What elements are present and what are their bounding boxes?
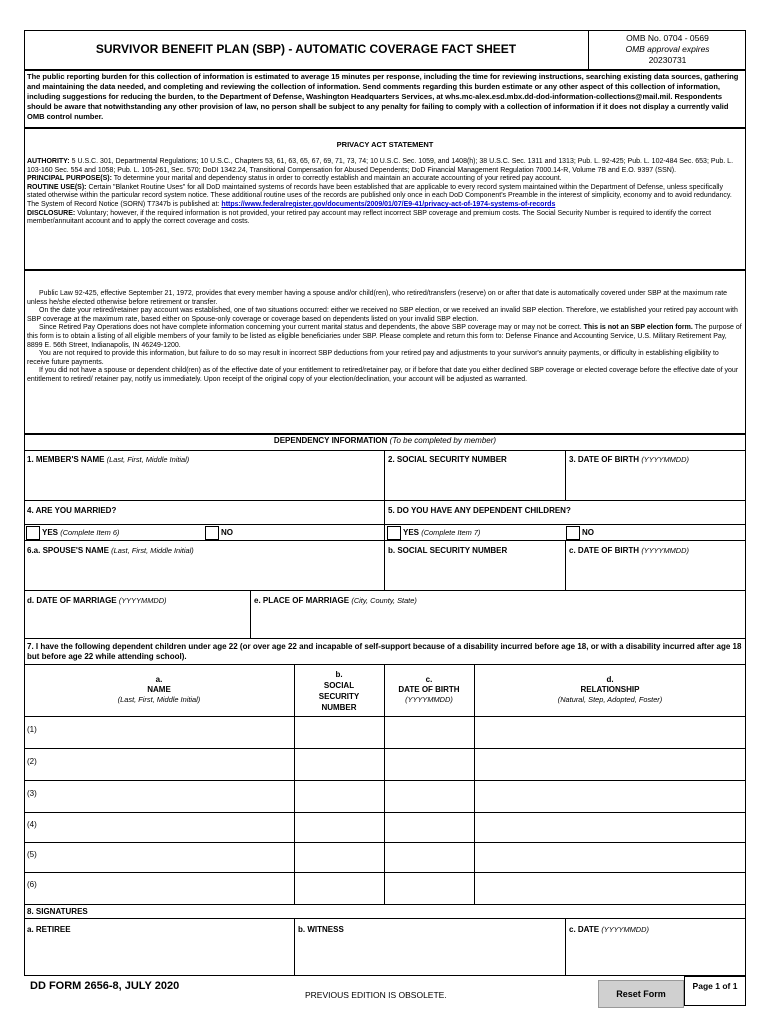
- spouse-name-input[interactable]: [26, 558, 382, 588]
- signatures-heading: 8. SIGNATURES: [27, 907, 88, 916]
- child-row-4[interactable]: [40, 814, 744, 841]
- omb-date: 20230731: [648, 55, 687, 65]
- children-yes-checkbox[interactable]: [387, 526, 401, 540]
- child-row-5[interactable]: [40, 844, 744, 871]
- children-statement: 7. I have the following dependent children under age 22 (or over age 22 and incapable of self-support because of a disability incurred before age 18, or with a disability incurred after age 18 but before age 22 while attending school).: [27, 642, 742, 661]
- form-title: SURVIVOR BENEFIT PLAN (SBP) - AUTOMATIC COVERAGE FACT SHEET: [95, 42, 517, 56]
- children-yes: YES (Complete Item 7): [387, 526, 480, 540]
- children-no-checkbox[interactable]: [566, 526, 580, 540]
- omb-expires: OMB approval expires: [625, 44, 710, 54]
- child-row-4-label: (4): [27, 820, 37, 829]
- spouse-ssn-input[interactable]: [386, 558, 563, 588]
- child-row-6[interactable]: [40, 874, 744, 902]
- child-row-1-label: (1): [27, 725, 37, 734]
- obsolete-notice: PREVIOUS EDITION IS OBSOLETE.: [305, 990, 447, 1000]
- witness-signature-field[interactable]: [296, 938, 563, 974]
- intro-text: Public Law 92-425, effective September 21, 1972, provides that every member having a spouse and/or child(ren), who retired/transfers (reserve) on or after that date is automatically covered under SBP at the maximum rate unless he/she elected otherwise before retirement or transfer. On the date your retired/retainer pay account was established, one of two situations occurred: either we received no SBP election, or we received an invalid SBP election. Therefore, we established your retired pay account with SBP coverage at the maximum rate, based either on Spouse-only coverage or coverage based on dependents listed on your invalid SBP election. Since Retired Pay Operations does not have complete information concerning your current marital status and dependents, the above SBP coverage may or may not be correct. This is not an SBP election form. The purpose of this form is to obtain a listing of all eligible members of your family to be listed as eligible beneficiaries under SBP. Please complete and return this form to: Defense Finance and Accounting Service, U.S. Military Retirement Pay, 8899 E. 56th Street, Indianapolis, IN 46249-1200. You are not required to provide this information, but failure to do so may result in incorrect SBP deductions from your retired pay and adjustments to your survivor's annuity payments, or difficulty in establishing eligibility to receive future payments. If you did not have a spouse or dependent child(ren) as of the effective date of your entitlement to retired/retainer pay, or if before that date you either declined SBP coverage or elected coverage before the effective date of your entitlement to retired/ retainer pay, notify us immediately. Upon receipt of the original copy of your election/declination, your account will be adjusted as warranted.: [27, 290, 742, 383]
- reset-form-button[interactable]: Reset Form: [598, 980, 684, 1008]
- member-dob-input[interactable]: [567, 466, 744, 498]
- signature-date-label: c. DATE (YYYYMMDD): [569, 925, 649, 934]
- member-ssn-input[interactable]: [386, 466, 563, 498]
- sorn-link[interactable]: https://www.federalregister.gov/documents/2009/01/07/E9-41/privacy-act-of-1974-systems-of-records: [221, 200, 556, 208]
- spouse-dob-label: c. DATE OF BIRTH (YYYYMMDD): [569, 546, 689, 555]
- privacy-heading: PRIVACY ACT STATEMENT: [336, 140, 434, 149]
- col-name-header: a. NAME (Last, First, Middle Initial): [117, 675, 201, 704]
- privacy-text: AUTHORITY: 5 U.S.C. 301, Departmental Regulations; 10 U.S.C., Chapters 53, 61, 63, 65, 67, 69, 71, 73, 74; 10 U.S.C. Sec. 1059, and 1408(h); 38 U.S.C. Sec. 1311 and 1313; Pub. L. 92-425; Pub. L. 102-484 Sec. 653; Pub. L. 103-160 Sec. 554 and 1058; Pub. L. 105-261, Sec. 570; DoDI 1342.24, Transitional Compensation for Abused Dependents; DoD Financial Management Regulation 7000.14-R, Volume 7B and E.O. 9397 (SSN). PRINCIPAL PURPOSE(S): To determine your marital and dependency status in order to correctly establish and maintain an accurate accounting of your retired pay account. ROUTINE USE(S): Certain "Blanket Routine Uses" for all DoD maintained systems of records have been established that are applicable to every record system maintained within the Department of Defense, unless specifically stated otherwise within the particular record system notice. These additional routine uses of the records are published only once in each DoD Component's Preamble in the interest of simplicity, economy and to avoid redundancy. The System of Record Notice (SORN) T7347b is published at: https://www.federalregister.gov/documents/2009/01/07/E9-41/privacy-act-of-1974-systems-of-records DISCLOSURE: Voluntary; however, if the required information is not provided, your retired pay account may reflect incorrect SBP coverage and premium costs. The Social Security Number is required to identify the correct member/annuitant account and to apply the correct coverage and costs.: [27, 158, 734, 226]
- marriage-date-label: d. DATE OF MARRIAGE (YYYYMMDD): [27, 596, 167, 605]
- col-dob-header: c. DATE OF BIRTH (YYYYMMDD): [398, 675, 460, 704]
- child-row-2-label: (2): [27, 757, 37, 766]
- child-row-1[interactable]: [40, 718, 744, 746]
- married-yes: YES (Complete Item 6): [26, 526, 119, 540]
- child-row-5-label: (5): [27, 850, 37, 859]
- married-no-checkbox[interactable]: [205, 526, 219, 540]
- dependency-heading: DEPENDENCY INFORMATION (To be completed by member): [273, 436, 497, 445]
- child-row-6-label: (6): [27, 880, 37, 889]
- col-ssn-header: b. SOCIAL SECURITY NUMBER: [318, 670, 360, 712]
- signature-date-input[interactable]: [567, 938, 744, 974]
- member-name-input[interactable]: [26, 466, 382, 498]
- married-no: NO: [205, 526, 233, 540]
- child-row-2[interactable]: [40, 750, 744, 778]
- marriage-place-input[interactable]: [252, 608, 744, 636]
- children-label: 5. DO YOU HAVE ANY DEPENDENT CHILDREN?: [388, 506, 571, 515]
- witness-signature-label: b. WITNESS: [298, 925, 344, 934]
- member-name-label: 1. MEMBER'S NAME (Last, First, Middle Initial): [27, 455, 190, 464]
- spouse-name-label: 6.a. SPOUSE'S NAME (Last, First, Middle Initial): [27, 546, 194, 555]
- child-row-3[interactable]: [40, 782, 744, 810]
- married-label: 4. ARE YOU MARRIED?: [27, 506, 117, 515]
- form-id: DD FORM 2656-8, JULY 2020: [30, 980, 180, 992]
- spouse-dob-input[interactable]: [567, 558, 744, 588]
- spouse-ssn-label: b. SOCIAL SECURITY NUMBER: [388, 546, 508, 555]
- burden-statement: The public reporting burden for this collection of information is estimated to average 15 minutes per response, including the time for reviewing instructions, searching existing data sources, gathering and maintaining the data needed, and completing and reviewing the collection of information. Send comments regarding this burden estimate or any other aspect of this collection of information, including suggestions for reducing the burden, to the Department of Defense, Washington Headquarters Services, at whs.mc-alex.esd.mbx.dd-dod-information-collections@mail.mil. Respondents should be aware that notwithstanding any other provision of law, no person shall be subject to any penalty for failing to comply with a collection of information if it does not display a currently valid OMB control number.: [27, 72, 739, 121]
- child-row-3-label: (3): [27, 789, 37, 798]
- marriage-place-label: e. PLACE OF MARRIAGE (City, County, State): [254, 596, 417, 605]
- member-dob-label: 3. DATE OF BIRTH (YYYYMMDD): [569, 455, 689, 464]
- married-yes-checkbox[interactable]: [26, 526, 40, 540]
- col-relationship-header: d. RELATIONSHIP (Natural, Step, Adopted, Foster): [557, 675, 663, 704]
- member-ssn-label: 2. SOCIAL SECURITY NUMBER: [388, 455, 507, 464]
- marriage-date-input[interactable]: [26, 608, 248, 636]
- children-no: NO: [566, 526, 594, 540]
- omb-number: OMB No. 0704 - 0569: [626, 33, 709, 43]
- retiree-signature-label: a. RETIREE: [27, 925, 71, 934]
- page-number: Page 1 of 1: [684, 976, 746, 1006]
- retiree-signature-field[interactable]: [26, 938, 292, 974]
